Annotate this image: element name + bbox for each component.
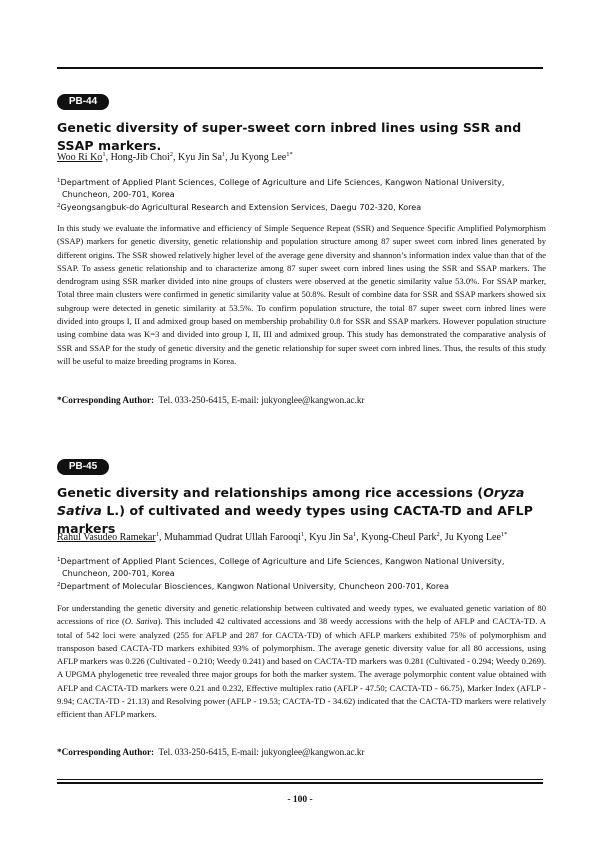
author-separator: ,	[225, 152, 231, 163]
footer-rule-thin	[57, 779, 543, 780]
affil-mark: 1	[57, 557, 61, 563]
author-affil-mark: 2	[436, 531, 440, 538]
author-name: Ju Kyong Lee	[230, 152, 287, 163]
author-name: Hong-Jib Choi	[110, 152, 170, 163]
top-rule	[57, 67, 543, 69]
affil-line: Department of Applied Plant Sciences, College of Agriculture and Life Sciences, Kangwon National University,	[60, 177, 505, 187]
affil-line: Gyeongsangbuk-do Agricultural Research and Extension Services, Daegu 702-320, Korea	[60, 202, 422, 213]
affil-line: Department of Molecular Biosciences, Kangwon National University, Chuncheon 200-701, Korea	[60, 581, 449, 592]
author-affil-mark: 2	[169, 151, 173, 158]
page-number: - 100 -	[287, 795, 313, 805]
author-separator: ,	[158, 532, 164, 543]
author-affil-mark: 1	[353, 531, 357, 538]
abstract-badge-pb45: PB-45	[57, 459, 109, 475]
title-text: Genetic diversity and relationships among rice accessions (	[57, 485, 484, 500]
affiliation-2	[57, 200, 543, 213]
author-affil-mark: 1	[300, 531, 305, 538]
author-separator: ,	[172, 152, 178, 163]
abstract-title-pb44: Genetic diversity of super-sweet corn inbred lines using SSR and SSAP markers.	[57, 120, 522, 153]
affil-mark: 1	[57, 178, 61, 184]
title-species: Oryza Sativa	[57, 485, 525, 518]
affil-mark: 2	[57, 203, 61, 210]
author-affil-mark: 1*	[500, 531, 508, 538]
author-separator: ,	[304, 532, 310, 543]
corresponding-label: *Corresponding Author:	[57, 395, 155, 405]
author-name: Kyu Jin Sa	[177, 152, 222, 163]
author-separator: ,	[439, 532, 445, 543]
abstract-species: O. Sativa	[124, 616, 158, 627]
affiliation-1	[57, 175, 543, 188]
affiliation-1	[57, 554, 543, 567]
title-text: L.) of cultivated and weedy types using CACTA-TD and AFLP markers	[57, 503, 533, 536]
affil-line: Department of Applied Plant Sciences, College of Agriculture and Life Sciences, Kangwon National University,	[60, 556, 505, 566]
author-name: Kyong-Cheul Park	[361, 532, 437, 543]
affiliations-pb45	[57, 554, 543, 593]
affiliation-1-cont: Chuncheon, 200-701, Korea	[62, 568, 175, 579]
affil-mark: 2	[57, 582, 61, 589]
affiliations-pb44	[57, 175, 543, 214]
author-name: Kyu Jin Sa	[309, 532, 354, 543]
author-name: Woo Ri Ko	[57, 152, 103, 163]
author-list-pb45	[57, 528, 543, 545]
author-affil-mark: 1	[221, 151, 226, 158]
footer-rule-thick	[57, 782, 543, 784]
abstract-text: ). This included 42 cultivated accessions and 38 weedy accessions with the help of AFLP and CACTA-TD. A total of 542 loci were analyzed (255 for AFLP and 287 for CACTA-TD) of which AFLP markers exhibited 75% of polymorphism and transposon based CACTA-TD markers exhibited 93% of polymorphism. The average genetic diversity value for all 80 accessions, using AFLP markers was 0.226 (Cultivated - 0.210; Weedy 0.241) and based on CACTA-TD markers was 0.281 (Cultivated - 0.294; Weedy 0.269). A UPGMA phylogenetic tree revealed three major groups for both the marker system. The average polymorphic content value obtained with AFLP and CACTA-TD markers were 0.21 and 0.232, Effective multiplex ratio (AFLP - 47.50; CACTA-TD - 66.75), Marker Index (AFLP - 9.94; CACTA-TD - 21.13) and Resolving power (AFLP - 19.53; CACTA-TD - 34.62) indicated that the CACTA-TD markers were relatively efficient than AFLP markers.	[57, 616, 546, 720]
author-list-pb44	[57, 148, 543, 165]
author-affil-mark: 1	[155, 531, 159, 538]
author-affil-mark: 1*	[286, 151, 293, 158]
abstract-badge-pb44: PB-44	[57, 94, 109, 110]
corresponding-contact: Tel. 033-250-6415, E-mail: jukyonglee@kangwon.ac.kr	[158, 747, 365, 757]
author-separator: ,	[356, 532, 362, 543]
abstract-body-pb45	[57, 602, 546, 722]
corresponding-author-pb44	[57, 394, 543, 407]
abstract-body-pb44: In this study we evaluate the informative and efficiency of Simple Sequence Repeat (SSR) and Sequence Specific Amplified Polymorphism (SSAP) markers for genetic diversity, genetic relationship and population structure among 87 super sweet corn inbred lines generated by different origins. The SSR showed relatively higher level of the average gene diversity and shannon’s information index value than that of the SSAP. To assess genetic relationship and to characterize among 87 super sweet corn inbred lines using the SSR and SSAP markers. The dendrogram using SSR marker divided into nine groups of clusters were observed at the genetic similarity value 53.0%. For SSAP marker, Total three main clusters were confirmed in genetic similarity value at 50.8%. Result of combine data for SSR and SSAP markers showed six subgroup were detected in genetic similarity at 53.5%. To confirm population structure, the total 87 super sweet corn inbred lines were divided into groups I, II and admixed group based on membership probability 0.8 for SSR and SSAP markers. However population structure using combine data was K=3 and divided into group I, II, III and admixed group. This study has demonstrated the comparative analysis of SSR and SSAP for the study of genetic diversity and the genetic relationship for super sweet corn inbred lines. Thus, the results of this study will be useful to maize breeding programs in Korea.	[57, 223, 546, 366]
corresponding-author-pb45	[57, 746, 543, 759]
affiliation-2	[57, 579, 543, 592]
author-name: Rahul Vasudeo Ramekar	[57, 532, 156, 543]
affiliation-1-cont: Chuncheon, 200-701, Korea	[62, 189, 175, 200]
corresponding-label: *Corresponding Author:	[57, 747, 155, 757]
corresponding-contact: Tel. 033-250-6415, E-mail: jukyonglee@kangwon.ac.kr	[158, 395, 365, 405]
author-name: Ju Kyong Lee	[444, 532, 501, 543]
author-name: Muhammad Qudrat Ullah Farooqi	[163, 532, 301, 543]
author-affil-mark: 1	[102, 151, 106, 158]
abstract-text: For understanding the genetic diversity and genetic relationship between cultivated and weedy types, we evaluated genetic variation of 80 accessions of rice (	[57, 603, 546, 627]
author-separator: ,	[105, 152, 111, 163]
